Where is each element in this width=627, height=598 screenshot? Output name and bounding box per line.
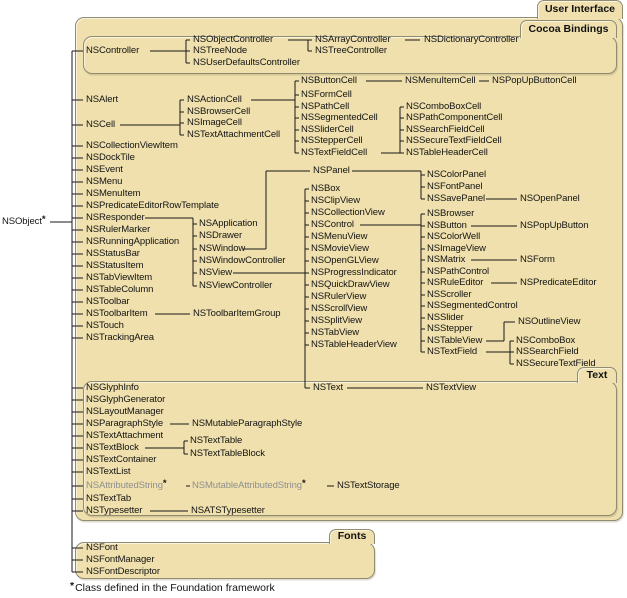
class-nspredicateeditor: NSPredicateEditor (520, 277, 597, 288)
class-nspathcontrol: NSPathControl (427, 266, 490, 277)
class-nstableheadercell: NSTableHeaderCell (406, 147, 488, 158)
class-nssegmentedcell: NSSegmentedCell (301, 112, 378, 123)
class-nsmenuitemcell: NSMenuItemCell (405, 75, 476, 86)
class-nsrulermarker: NSRulerMarker (86, 224, 151, 235)
class-nstextlist: NSTextList (86, 466, 131, 477)
class-nsfontmanager: NSFontManager (86, 554, 155, 565)
class-nssplitview: NSSplitView (311, 315, 362, 326)
class-nsdictionarycontroller: NSDictionaryController (424, 34, 519, 45)
class-nsimageview: NSImageView (427, 243, 486, 254)
class-nsbuttoncell: NSButtonCell (301, 75, 357, 86)
class-nsdrawer: NSDrawer (199, 230, 243, 241)
footnote-text: Class defined in the Foundation framework (75, 582, 275, 594)
class-nsoutlineview: NSOutlineView (518, 316, 581, 327)
class-nssecuretextfield: NSSecureTextField (516, 358, 596, 369)
class-nstexttab: NSTextTab (86, 493, 132, 504)
class-nssearchfield: NSSearchField (516, 346, 579, 357)
class-nsdocktile: NSDockTile (86, 152, 135, 163)
folder-tab-label: Fonts (337, 530, 367, 542)
class-nsmutableattributedstring: NSMutableAttributedString* (192, 478, 306, 491)
class-nscontroller: NSController (86, 45, 140, 56)
class-nscolorpanel: NSColorPanel (427, 169, 486, 180)
class-nsalert: NSAlert (86, 94, 119, 105)
class-nstoolbaritem: NSToolbarItem (86, 308, 148, 319)
class-nswindow: NSWindow (199, 243, 246, 254)
class-nstextfield: NSTextField (427, 346, 478, 357)
class-nssearchfieldcell: NSSearchFieldCell (406, 124, 485, 135)
class-nsactioncell: NSActionCell (187, 94, 242, 105)
class-nspredicateeditorrowtemplate: NSPredicateEditorRowTemplate (86, 200, 219, 211)
class-nslayoutmanager: NSLayoutManager (86, 406, 164, 417)
class-nsslidercell: NSSliderCell (301, 124, 354, 135)
class-nsfontdescriptor: NSFontDescriptor (86, 566, 160, 577)
class-nsrunningapplication: NSRunningApplication (86, 236, 180, 247)
class-nstoolbaritemgroup: NSToolbarItemGroup (193, 308, 281, 319)
class-nsscrollview: NSScrollView (311, 303, 368, 314)
class-nsfont: NSFont (86, 542, 118, 553)
class-nscolorwell: NSColorWell (427, 231, 481, 242)
class-nsattributedstring: NSAttributedString* (86, 478, 167, 491)
folder-tab-label: User Interface (544, 3, 616, 15)
class-nstabview: NSTabView (311, 327, 360, 338)
class-nsmatrix: NSMatrix (427, 254, 466, 265)
class-nsobjectcontroller: NSObjectController (193, 34, 274, 45)
class-nscell: NSCell (86, 119, 115, 130)
class-nsatstypesetter: NSATSTypesetter (191, 505, 265, 516)
class-nssavepanel: NSSavePanel (427, 193, 486, 204)
class-nspathcomponentcell: NSPathComponentCell (406, 112, 503, 123)
class-nsmenu: NSMenu (86, 176, 123, 187)
class-nsquickdrawview: NSQuickDrawView (311, 279, 390, 290)
class-nsform: NSForm (520, 254, 555, 265)
class-nspopupbutton: NSPopUpButton (520, 220, 589, 231)
class-nsruleeditor: NSRuleEditor (427, 277, 484, 288)
class-nsobject: NSObject* (2, 214, 46, 227)
class-nsopenglview: NSOpenGLView (311, 255, 379, 266)
class-nstextstorage: NSTextStorage (337, 480, 400, 491)
class-nscomboboxcell: NSComboBoxCell (406, 101, 482, 112)
class-nstextfieldcell: NSTextFieldCell (301, 147, 368, 158)
class-nsbutton: NSButton (427, 220, 467, 231)
class-nspopupbuttoncell: NSPopUpButtonCell (492, 75, 577, 86)
class-nsstepper: NSStepper (427, 323, 473, 334)
class-nstext: NSText (313, 382, 344, 393)
class-nstextview: NSTextView (426, 382, 477, 393)
class-nstextcontainer: NSTextContainer (86, 454, 157, 465)
class-nsbrowsercell: NSBrowserCell (187, 106, 251, 117)
class-nstextattachmentcell: NSTextAttachmentCell (187, 129, 281, 140)
class-nsprogressindicator: NSProgressIndicator (311, 267, 397, 278)
class-nsscroller: NSScroller (427, 289, 472, 300)
class-nsslider: NSSlider (427, 312, 464, 323)
class-nstrackingarea: NSTrackingArea (86, 332, 154, 343)
class-nstableview: NSTableView (427, 335, 483, 346)
class-nstexttable: NSTextTable (190, 435, 243, 446)
class-nsstatusitem: NSStatusItem (86, 260, 144, 271)
footnote-asterisk: * (70, 580, 75, 592)
class-nsclipview: NSClipView (311, 195, 360, 206)
class-nscombobox: NSComboBox (516, 335, 576, 346)
class-nstablecolumn: NSTableColumn (86, 284, 154, 295)
class-nstableheaderview: NSTableHeaderView (311, 339, 397, 350)
class-nscollectionview: NSCollectionView (311, 207, 385, 218)
class-nsfontpanel: NSFontPanel (427, 181, 483, 192)
class-nssteppercell: NSStepperCell (301, 135, 363, 146)
class-nstypesetter: NSTypesetter (86, 505, 143, 516)
folder-tab-label: Cocoa Bindings (528, 22, 609, 35)
class-nscollectionviewitem: NSCollectionViewItem (86, 140, 178, 151)
class-nsrulerview: NSRulerView (311, 291, 367, 302)
class-nssecuretextfieldcell: NSSecureTextFieldCell (406, 135, 502, 146)
folder-tab-label: Text (586, 368, 608, 381)
class-nstreenode: NSTreeNode (193, 45, 248, 56)
class-nstoolbar: NSToolbar (86, 296, 130, 307)
class-nsuserdefaultscontroller: NSUserDefaultsController (193, 57, 300, 68)
footnote (70, 582, 275, 594)
foundation-asterisk: * (301, 478, 306, 489)
class-nscontrol: NSControl (311, 219, 354, 230)
class-nsglyphgenerator: NSGlyphGenerator (86, 394, 166, 405)
class-nssegmentedcontrol: NSSegmentedControl (427, 300, 518, 311)
class-nsmenuitem: NSMenuItem (86, 188, 141, 199)
class-nstreecontroller: NSTreeController (315, 45, 387, 56)
class-nsviewcontroller: NSViewController (199, 280, 273, 291)
foundation-asterisk: * (162, 478, 167, 489)
class-nsglyphinfo: NSGlyphInfo (86, 382, 139, 393)
class-nstextattachment: NSTextAttachment (86, 430, 164, 441)
class-nsbrowser: NSBrowser (427, 208, 475, 219)
class-nsbox: NSBox (311, 183, 341, 194)
class-nsmutableparagraphstyle: NSMutableParagraphStyle (192, 418, 303, 429)
class-nswindowcontroller: NSWindowController (199, 255, 286, 266)
class-nsimagecell: NSImageCell (187, 117, 242, 128)
class-nsopenpanel: NSOpenPanel (520, 193, 580, 204)
class-nsview: NSView (199, 267, 233, 278)
class-nsformcell: NSFormCell (301, 89, 352, 100)
class-nsstatusbar: NSStatusBar (86, 248, 140, 259)
class-nsmovieview: NSMovieView (311, 243, 369, 254)
class-nsresponder: NSResponder (86, 212, 145, 223)
class-nstexttableblock: NSTextTableBlock (190, 448, 265, 459)
class-nsarraycontroller: NSArrayController (315, 34, 391, 45)
class-nstextblock: NSTextBlock (86, 442, 139, 453)
class-nstabviewitem: NSTabViewItem (86, 272, 153, 283)
class-nsparagraphstyle: NSParagraphStyle (86, 418, 164, 429)
class-nspathcell: NSPathCell (301, 101, 350, 112)
class-nspanel: NSPanel (313, 165, 350, 176)
class-nsevent: NSEvent (86, 164, 123, 175)
foundation-asterisk: * (41, 214, 46, 225)
class-nsapplication: NSApplication (199, 218, 258, 229)
class-nstouch: NSTouch (86, 320, 124, 331)
class-nsmenuview: NSMenuView (311, 231, 368, 242)
